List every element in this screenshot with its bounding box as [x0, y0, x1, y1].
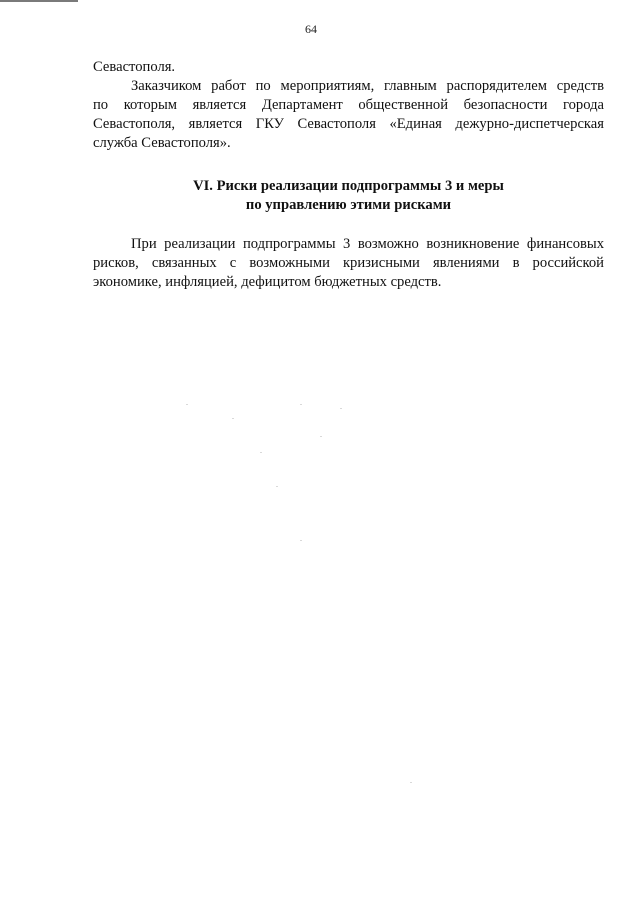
scan-speckle [300, 404, 302, 405]
scan-speckle [320, 436, 322, 437]
paragraph-line: служба Севастополя». [93, 135, 231, 151]
paragraph-risks [93, 235, 604, 292]
section-heading-line: по управлению этими рисками [245, 197, 452, 213]
scan-speckle [410, 782, 412, 783]
section-heading [93, 177, 604, 215]
paragraph-line: Севастополя, является ГКУ Севастополя «Единая дежурно-диспетчерская [93, 116, 604, 132]
paragraph-tail-text: Севастополя. [93, 59, 176, 75]
paragraph-line: При реализации подпрограммы 3 возможно возникновение финансовых [131, 236, 604, 252]
section-heading-line: VI. Риски реализации подпрограммы 3 и меры [193, 178, 504, 194]
paragraph-line: по которым является Департамент общественной безопасности города [93, 97, 604, 113]
scan-edge-mark [0, 0, 78, 2]
paragraph-customer [93, 77, 604, 153]
page-number: 64 [305, 22, 317, 36]
scan-speckle [232, 418, 234, 419]
scan-speckle [340, 408, 342, 409]
paragraph-line: Заказчиком работ по мероприятиям, главным распорядителем средств [131, 78, 604, 94]
paragraph-tail [93, 58, 604, 77]
scan-speckle [186, 404, 188, 405]
scan-speckle [260, 452, 262, 453]
paragraph-line: рисков, связанных с возможными кризисными явлениями в российской [93, 255, 604, 271]
document-body [93, 58, 604, 292]
paragraph-line: экономике, инфляцией, дефицитом бюджетных средств. [93, 274, 442, 290]
scan-speckle [276, 486, 278, 487]
scan-speckle [300, 540, 302, 541]
